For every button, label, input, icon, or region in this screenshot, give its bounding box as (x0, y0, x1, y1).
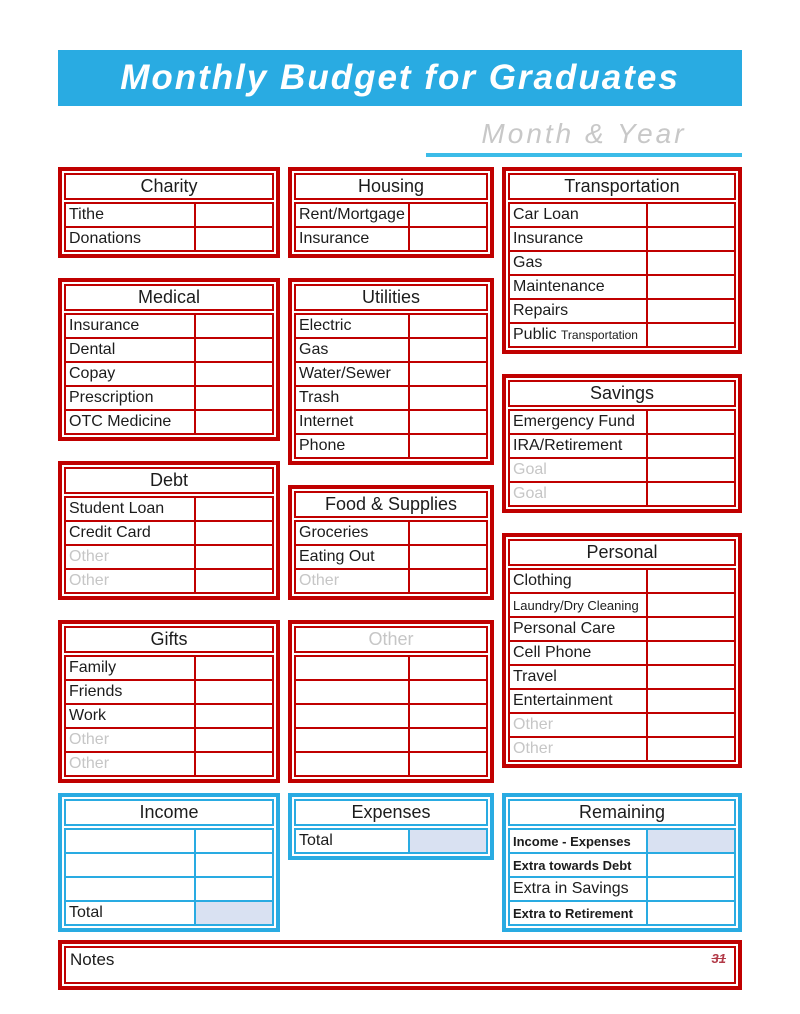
table-row (65, 829, 273, 853)
section-title-medical: Medical (64, 284, 274, 311)
table-row (295, 752, 487, 776)
amount-cell[interactable] (195, 752, 273, 776)
table-row (295, 434, 487, 458)
table-row (65, 877, 273, 901)
amount-cell[interactable] (195, 362, 273, 386)
table-row (65, 362, 273, 386)
row-label: Car Loan (509, 203, 647, 227)
table-row (509, 713, 735, 737)
amount-cell[interactable] (409, 728, 487, 752)
table-row (509, 203, 735, 227)
table-row (295, 338, 487, 362)
row-label: Copay (65, 362, 195, 386)
amount-cell[interactable] (409, 569, 487, 593)
table-row (509, 853, 735, 877)
row-label: Groceries (295, 521, 409, 545)
amount-cell[interactable] (409, 521, 487, 545)
section-debt (58, 461, 280, 600)
table-row (65, 569, 273, 593)
section-gifts (58, 620, 280, 783)
table-row (295, 728, 487, 752)
section-food (288, 485, 494, 600)
amount-cell[interactable] (647, 299, 735, 323)
table-row (65, 901, 273, 925)
table-row (295, 545, 487, 569)
row-label: Other (509, 737, 647, 761)
amount-cell[interactable] (409, 410, 487, 434)
amount-cell[interactable] (647, 434, 735, 458)
brand-logo (712, 949, 726, 966)
section-title-charity: Charity (64, 173, 274, 200)
row-label: Personal Care (509, 617, 647, 641)
table-row (509, 482, 735, 506)
amount-cell[interactable] (195, 227, 273, 251)
table-row (65, 680, 273, 704)
amount-cell[interactable] (647, 275, 735, 299)
amount-cell[interactable] (409, 656, 487, 680)
section-title-savings: Savings (508, 380, 736, 407)
row-label: Rent/Mortgage (295, 203, 409, 227)
section-other (288, 620, 494, 783)
amount-cell[interactable] (409, 362, 487, 386)
row-label-blank[interactable] (295, 704, 409, 728)
table-row (295, 521, 487, 545)
table-row (65, 203, 273, 227)
section-title-housing: Housing (294, 173, 488, 200)
notes-input-area[interactable] (64, 946, 736, 984)
table-row (509, 665, 735, 689)
amount-cell[interactable] (195, 521, 273, 545)
table-row (509, 901, 735, 925)
row-label: Insurance (509, 227, 647, 251)
title-bar (58, 50, 742, 106)
amount-cell[interactable] (409, 434, 487, 458)
totals-grid (58, 793, 742, 932)
row-label: Family (65, 656, 195, 680)
amount-cell[interactable] (195, 901, 273, 925)
amount-cell[interactable] (647, 737, 735, 761)
amount-cell[interactable] (409, 338, 487, 362)
table-row (65, 314, 273, 338)
table-row (295, 569, 487, 593)
row-label: Credit Card (65, 521, 195, 545)
row-label: Entertainment (509, 689, 647, 713)
row-label-suffix: Transportation (561, 328, 638, 342)
row-label: Other (509, 713, 647, 737)
amount-cell[interactable] (195, 545, 273, 569)
amount-cell[interactable] (195, 314, 273, 338)
amount-cell[interactable] (647, 641, 735, 665)
row-label: Goal (509, 458, 647, 482)
row-label: Laundry/Dry Cleaning (509, 593, 647, 617)
table-row (509, 323, 735, 347)
amount-cell[interactable] (647, 665, 735, 689)
amount-cell[interactable] (409, 704, 487, 728)
table-row (509, 829, 735, 853)
table-row (65, 497, 273, 521)
row-label: Work (65, 704, 195, 728)
table-row (509, 410, 735, 434)
amount-cell[interactable] (195, 569, 273, 593)
amount-cell[interactable] (195, 203, 273, 227)
notes-section (58, 940, 742, 990)
table-row (65, 227, 273, 251)
amount-cell[interactable] (195, 877, 273, 901)
section-expenses (288, 793, 494, 860)
table-row (295, 704, 487, 728)
amount-cell[interactable] (647, 251, 735, 275)
row-label: Electric (295, 314, 409, 338)
amount-cell[interactable] (647, 203, 735, 227)
month-year-field[interactable]: Month & Year (426, 118, 742, 157)
column-middle (288, 167, 494, 783)
section-remaining (502, 793, 742, 932)
row-label: Dental (65, 338, 195, 362)
section-title-remaining: Remaining (508, 799, 736, 826)
amount-cell[interactable] (195, 656, 273, 680)
section-charity (58, 167, 280, 258)
amount-cell[interactable] (409, 752, 487, 776)
section-medical (58, 278, 280, 441)
amount-cell[interactable] (647, 829, 735, 853)
amount-cell[interactable] (647, 901, 735, 925)
table-row (509, 251, 735, 275)
amount-cell[interactable] (647, 877, 735, 901)
table-row (295, 227, 487, 251)
section-title-food: Food & Supplies (294, 491, 488, 518)
row-label: Repairs (509, 299, 647, 323)
amount-cell[interactable] (409, 314, 487, 338)
row-label: OTC Medicine (65, 410, 195, 434)
row-label-blank[interactable] (295, 656, 409, 680)
amount-cell[interactable] (647, 713, 735, 737)
row-label: Other (295, 569, 409, 593)
section-title-other: Other (294, 626, 488, 653)
row-label: Total (295, 829, 409, 853)
column-left-bottom (58, 793, 280, 932)
row-label: Prescription (65, 386, 195, 410)
row-label-blank[interactable] (65, 853, 195, 877)
table-row (509, 689, 735, 713)
row-label-main: Public (513, 326, 557, 343)
table-row (65, 545, 273, 569)
row-label-blank[interactable] (295, 680, 409, 704)
section-title-debt: Debt (64, 467, 274, 494)
column-right (502, 167, 742, 768)
row-label: Clothing (509, 569, 647, 593)
amount-cell[interactable] (195, 386, 273, 410)
budget-grid (58, 167, 742, 783)
row-label: Cell Phone (509, 641, 647, 665)
table-row (65, 656, 273, 680)
table-row (295, 362, 487, 386)
table-row (509, 275, 735, 299)
amount-cell[interactable] (195, 853, 273, 877)
table-row (509, 299, 735, 323)
row-label: Student Loan (65, 497, 195, 521)
amount-cell[interactable] (195, 497, 273, 521)
row-label: Gas (509, 251, 647, 275)
row-label: Other (65, 752, 195, 776)
row-label: Goal (509, 482, 647, 506)
page-title: Monthly Budget for Graduates (120, 58, 680, 97)
row-label-blank[interactable] (65, 829, 195, 853)
row-label: IRA/Retirement (509, 434, 647, 458)
row-label: Insurance (295, 227, 409, 251)
section-income (58, 793, 280, 932)
amount-cell[interactable] (195, 410, 273, 434)
amount-cell[interactable] (409, 829, 487, 853)
table-row (509, 641, 735, 665)
amount-cell[interactable] (647, 617, 735, 641)
table-row (65, 338, 273, 362)
row-label: Trash (295, 386, 409, 410)
table-row (295, 829, 487, 853)
column-middle-bottom (288, 793, 494, 860)
row-label: Income - Expenses (509, 829, 647, 853)
row-label: Insurance (65, 314, 195, 338)
row-label: Eating Out (295, 545, 409, 569)
table-row (65, 410, 273, 434)
amount-cell[interactable] (409, 386, 487, 410)
brand-logo-mark: 31 (711, 951, 726, 966)
amount-cell[interactable] (647, 569, 735, 593)
row-label (509, 323, 647, 347)
row-label: Other (65, 569, 195, 593)
table-row (295, 203, 487, 227)
month-year-row (58, 118, 742, 157)
row-label-blank[interactable] (65, 877, 195, 901)
amount-cell[interactable] (647, 853, 735, 877)
table-row (295, 314, 487, 338)
amount-cell[interactable] (409, 227, 487, 251)
table-row (509, 617, 735, 641)
row-label: Extra to Retirement (509, 901, 647, 925)
amount-cell[interactable] (409, 203, 487, 227)
column-right-bottom (502, 793, 742, 932)
section-transportation (502, 167, 742, 354)
amount-cell[interactable] (195, 338, 273, 362)
table-row (65, 752, 273, 776)
table-row (295, 680, 487, 704)
notes-label: Notes (70, 950, 115, 969)
section-title-utilities: Utilities (294, 284, 488, 311)
amount-cell[interactable] (409, 680, 487, 704)
table-row (509, 458, 735, 482)
row-label: Phone (295, 434, 409, 458)
table-row (295, 410, 487, 434)
table-row (509, 593, 735, 617)
section-title-personal: Personal (508, 539, 736, 566)
amount-cell[interactable] (647, 323, 735, 347)
table-row (65, 521, 273, 545)
row-label: Friends (65, 680, 195, 704)
row-label: Water/Sewer (295, 362, 409, 386)
section-title-expenses: Expenses (294, 799, 488, 826)
amount-cell[interactable] (647, 593, 735, 617)
row-label: Donations (65, 227, 195, 251)
row-label: Extra in Savings (509, 877, 647, 901)
row-label: Extra towards Debt (509, 853, 647, 877)
table-row (509, 737, 735, 761)
row-label: Emergency Fund (509, 410, 647, 434)
row-label-blank[interactable] (295, 752, 409, 776)
table-row (509, 227, 735, 251)
section-utilities (288, 278, 494, 465)
row-label: Other (65, 728, 195, 752)
amount-cell[interactable] (195, 829, 273, 853)
amount-cell[interactable] (195, 728, 273, 752)
amount-cell[interactable] (647, 482, 735, 506)
section-personal (502, 533, 742, 768)
amount-cell[interactable] (647, 227, 735, 251)
row-label: Gas (295, 338, 409, 362)
table-row (509, 569, 735, 593)
amount-cell[interactable] (647, 458, 735, 482)
section-title-gifts: Gifts (64, 626, 274, 653)
table-row (65, 704, 273, 728)
row-label: Other (65, 545, 195, 569)
table-row (509, 877, 735, 901)
table-row (295, 656, 487, 680)
section-savings (502, 374, 742, 513)
table-row (65, 728, 273, 752)
table-row (65, 853, 273, 877)
table-row (509, 434, 735, 458)
row-label: Total (65, 901, 195, 925)
row-label-blank[interactable] (295, 728, 409, 752)
row-label: Travel (509, 665, 647, 689)
budget-sheet (58, 0, 742, 990)
amount-cell[interactable] (195, 680, 273, 704)
row-label: Internet (295, 410, 409, 434)
table-row (65, 386, 273, 410)
row-label: Tithe (65, 203, 195, 227)
section-housing (288, 167, 494, 258)
amount-cell[interactable] (647, 410, 735, 434)
amount-cell[interactable] (647, 689, 735, 713)
amount-cell[interactable] (195, 704, 273, 728)
section-title-transportation: Transportation (508, 173, 736, 200)
column-left (58, 167, 280, 783)
row-label: Maintenance (509, 275, 647, 299)
table-row (295, 386, 487, 410)
section-title-income: Income (64, 799, 274, 826)
amount-cell[interactable] (409, 545, 487, 569)
